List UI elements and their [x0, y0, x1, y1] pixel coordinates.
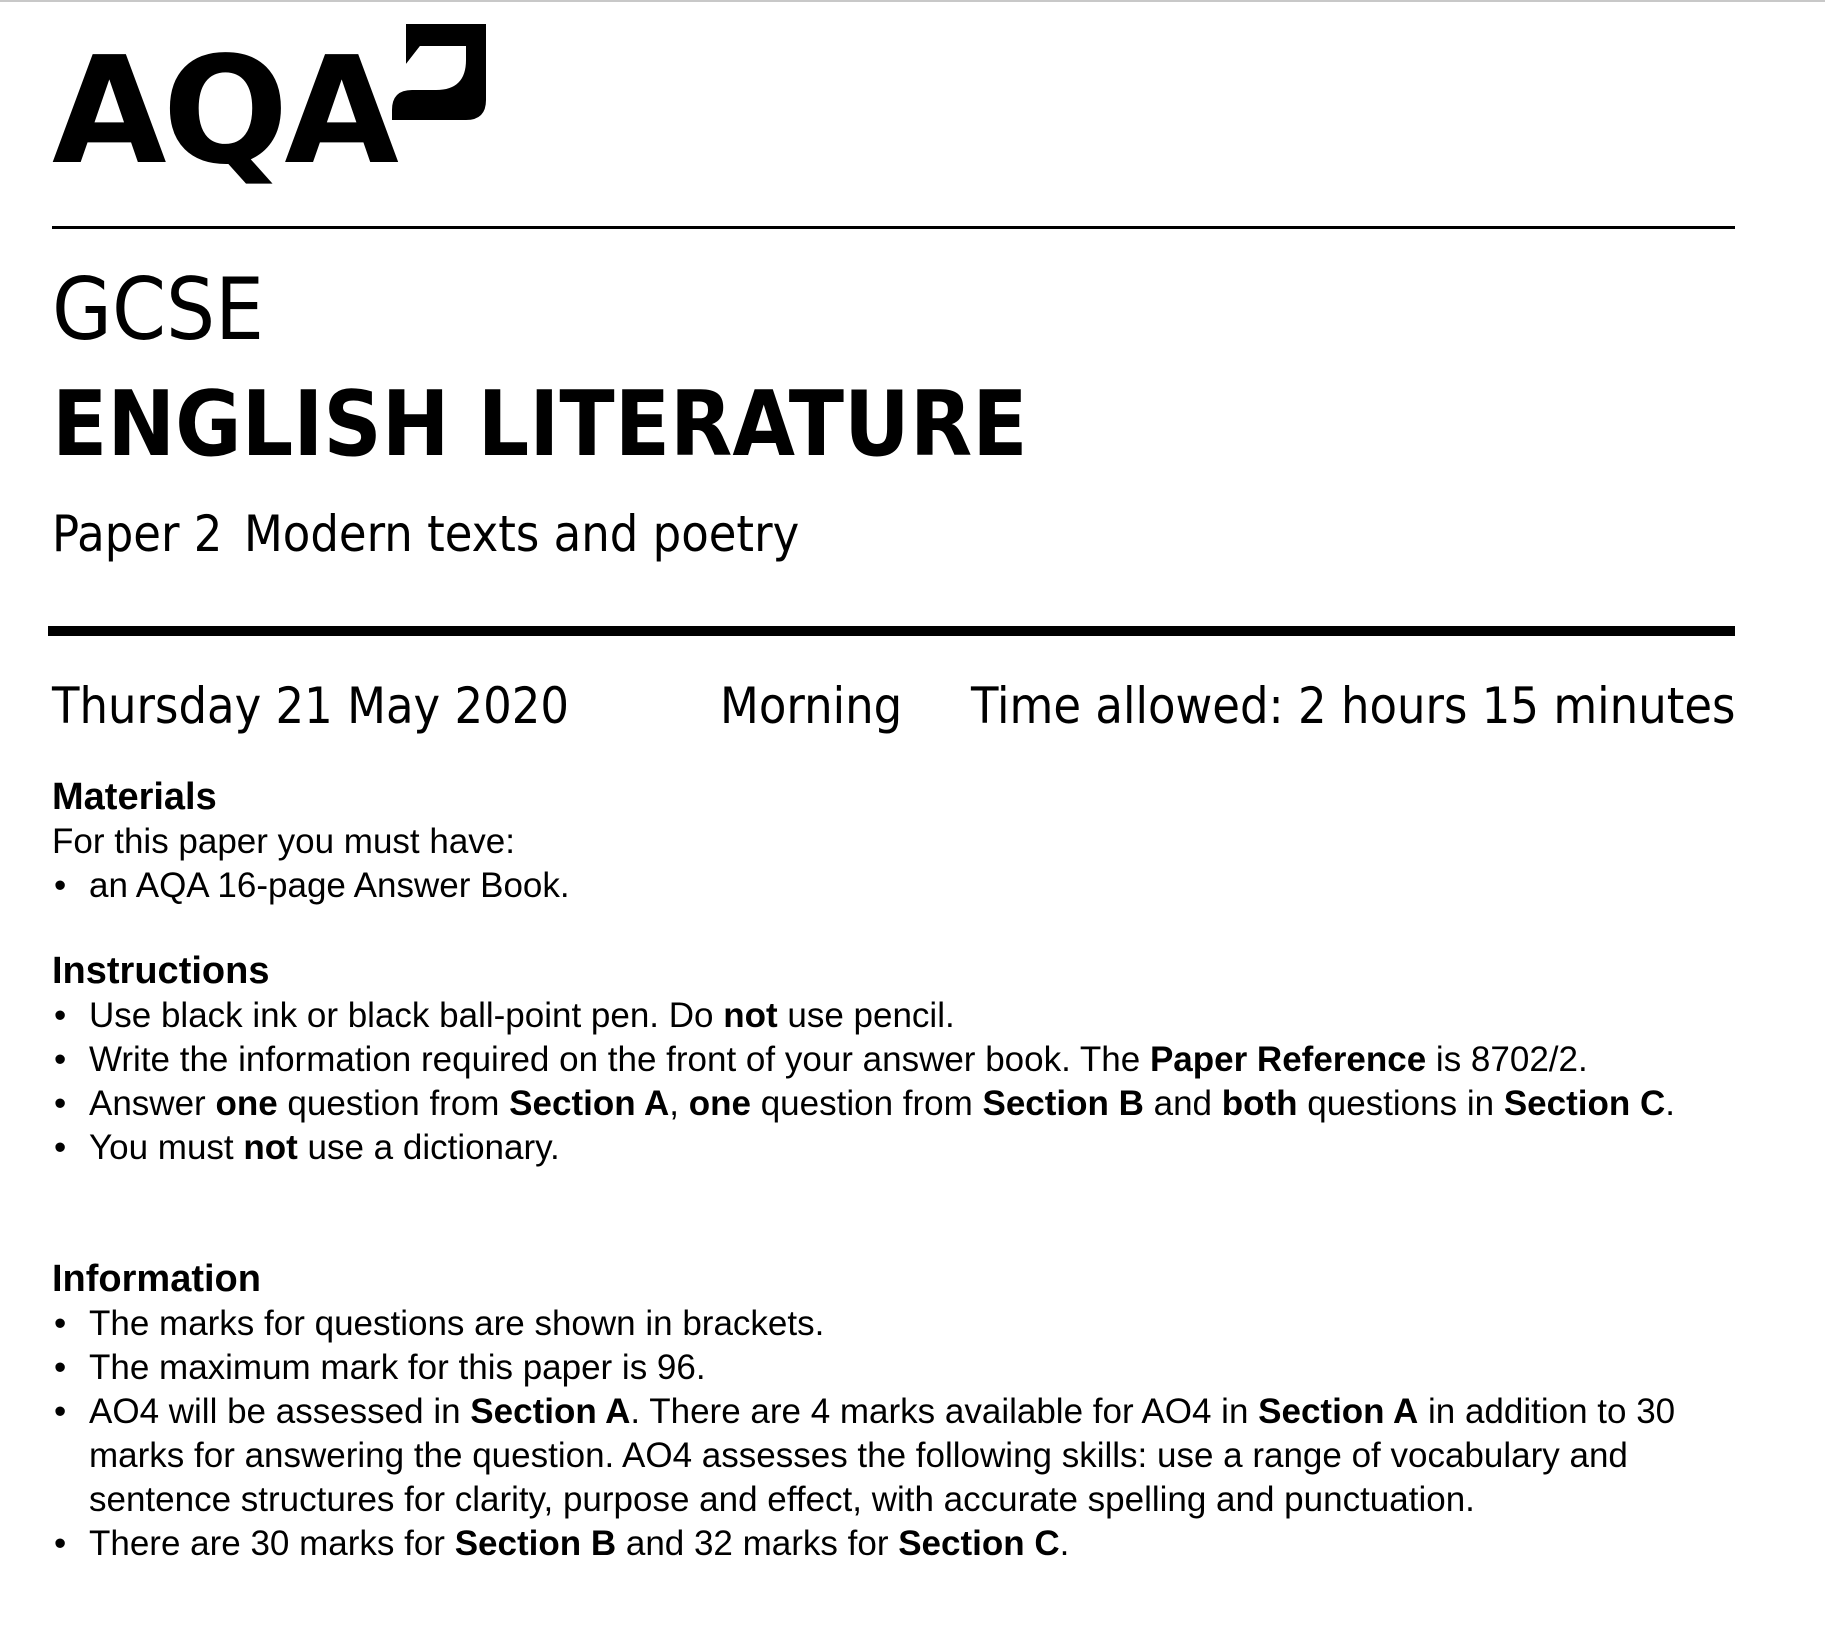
item-text: AO4 will be assessed in: [89, 1392, 471, 1431]
item-text: . There are 4 marks available for AO4 in: [630, 1392, 1259, 1431]
emphasis-text: Section B: [454, 1524, 617, 1563]
list-item: [52, 1302, 1752, 1346]
list-item: [52, 1126, 1752, 1170]
item-text: questions in: [1297, 1084, 1504, 1123]
page-top-border: [0, 0, 1825, 2]
bullet-icon: •: [54, 1348, 67, 1387]
bullet-icon: •: [54, 996, 67, 1035]
list-item: [52, 864, 1752, 908]
instructions-list: [52, 994, 1752, 1170]
bullet-icon: •: [54, 866, 67, 905]
list-item: [52, 1346, 1752, 1390]
item-text: You must: [89, 1128, 244, 1167]
information-heading: Information: [52, 1258, 261, 1300]
aqa-logo: [52, 24, 486, 197]
emphasis-text: Section B: [982, 1084, 1144, 1123]
materials-intro: For this paper you must have:: [52, 822, 515, 861]
paper-number: Paper 2: [52, 505, 223, 563]
materials-heading: Materials: [52, 776, 217, 818]
list-item: [52, 1522, 1752, 1566]
bullet-icon: •: [54, 1304, 67, 1343]
item-text: .: [1059, 1524, 1070, 1563]
emphasis-text: one: [688, 1084, 751, 1123]
emphasis-text: Section C: [1503, 1084, 1666, 1123]
emphasis-text: both: [1221, 1084, 1298, 1123]
header-divider: [52, 226, 1735, 229]
title-divider: [48, 626, 1735, 636]
item-text: use pencil.: [777, 996, 955, 1035]
paper-title-line: [52, 502, 799, 566]
exam-session: Morning: [720, 677, 903, 735]
item-text: use a dictionary.: [297, 1128, 560, 1167]
subject-title: ENGLISH LITERATURE: [52, 372, 1028, 477]
emphasis-text: one: [215, 1084, 278, 1123]
emphasis-text: not: [723, 996, 778, 1035]
information-list: [52, 1302, 1752, 1566]
item-text: and: [1143, 1084, 1222, 1123]
item-text: Write the information required on the front of your answer book. The: [89, 1040, 1150, 1079]
emphasis-text: Section C: [898, 1524, 1060, 1563]
emphasis-text: Section A: [470, 1392, 631, 1431]
instructions-section: [52, 948, 1752, 1170]
bullet-icon: •: [54, 1084, 67, 1123]
logo-wordmark: AQA: [52, 25, 395, 197]
list-item: [52, 994, 1752, 1038]
item-text: question from: [277, 1084, 510, 1123]
instructions-heading: Instructions: [52, 950, 270, 992]
materials-list: [52, 864, 1752, 908]
item-text: an AQA 16-page Answer Book.: [89, 866, 570, 905]
emphasis-text: Section A: [509, 1084, 670, 1123]
list-item: [52, 1038, 1752, 1082]
emphasis-text: Section A: [1258, 1392, 1419, 1431]
aqa-leaf-logo-icon: [392, 24, 486, 120]
item-text: There are 30 marks for: [89, 1524, 455, 1563]
materials-section: [52, 774, 1752, 908]
item-text: .: [1665, 1084, 1675, 1123]
list-item: [52, 1390, 1752, 1522]
bullet-icon: •: [54, 1392, 67, 1431]
qualification-label: GCSE: [52, 260, 265, 360]
exam-date: Thursday 21 May 2020: [52, 677, 569, 735]
item-text: and 32 marks for: [616, 1524, 899, 1563]
item-text: is 8702/2.: [1426, 1040, 1588, 1079]
time-allowed: Time allowed: 2 hours 15 minutes: [970, 677, 1735, 735]
list-item: [52, 1082, 1752, 1126]
information-section: [52, 1256, 1752, 1566]
item-text: The marks for questions are shown in brackets.: [89, 1304, 825, 1343]
item-text: Answer: [89, 1084, 216, 1123]
item-text: in addition to 30 marks for answering the question. AO4 assesses the following skills: use a range of vocabulary and sentence structures for clarity, purpose and effect, with accurate spelling and punctuation.: [89, 1392, 1676, 1519]
paper-title: Modern texts and poetry: [243, 505, 800, 563]
item-text: ,: [669, 1084, 689, 1123]
bullet-icon: •: [54, 1040, 67, 1079]
bullet-icon: •: [54, 1524, 67, 1563]
bullet-icon: •: [54, 1128, 67, 1167]
item-text: Use black ink or black ball-point pen. Do: [89, 996, 724, 1035]
emphasis-text: Paper Reference: [1149, 1040, 1427, 1079]
emphasis-text: not: [243, 1128, 298, 1167]
item-text: question from: [750, 1084, 983, 1123]
item-text: The maximum mark for this paper is 96.: [89, 1348, 706, 1387]
